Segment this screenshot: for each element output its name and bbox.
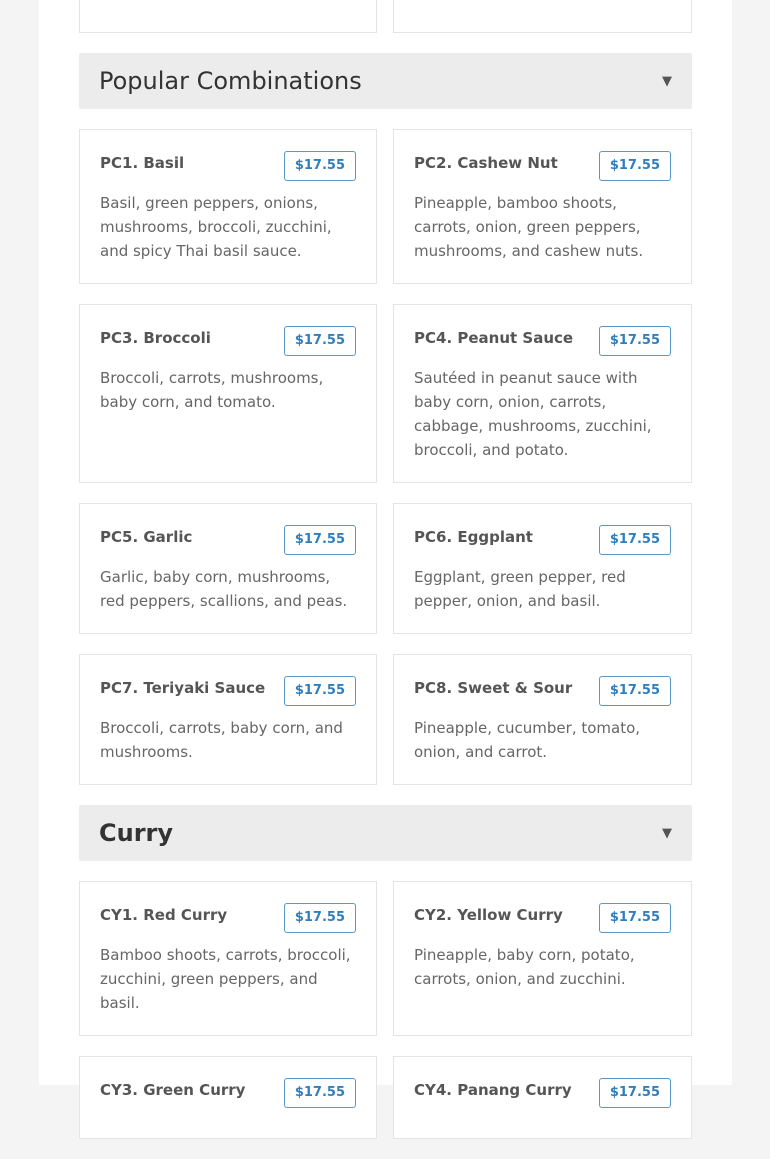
item-name: CY4. Panang Curry (414, 1081, 572, 1099)
item-description: Eggplant, green pepper, red pepper, onion, and basil. (414, 568, 626, 610)
item-name: CY1. Red Curry (100, 906, 228, 924)
menu-item-card[interactable] (393, 881, 692, 1036)
price-button[interactable]: $17.55 (599, 151, 671, 181)
item-description: Sautéed in peanut sauce with baby corn, onion, carrots, cabbage, mushrooms, zucchini, broccoli, and potato. (414, 369, 652, 459)
item-name: CY3. Green Curry (100, 1081, 246, 1099)
section-title: Popular Combinations (99, 67, 362, 95)
item-name: PC6. Eggplant (414, 528, 533, 546)
price-button[interactable]: $17.55 (284, 676, 356, 706)
price-button[interactable]: $17.55 (599, 525, 671, 555)
menu-item-card[interactable] (79, 304, 377, 483)
chevron-down-icon: ▼ (662, 825, 672, 841)
menu-item-card[interactable] (393, 129, 692, 284)
item-description: Garlic, baby corn, mushrooms, red peppers, scallions, and peas. (100, 568, 348, 610)
item-name: CY2. Yellow Curry (414, 906, 563, 924)
section-items-grid (79, 881, 692, 1139)
item-name: PC2. Cashew Nut (414, 154, 558, 172)
menu-item-card[interactable] (393, 0, 692, 33)
item-description: Broccoli, carrots, mushrooms, baby corn, and tomato. (100, 369, 324, 411)
item-name: PC3. Broccoli (100, 329, 211, 347)
item-description: Pineapple, cucumber, tomato, onion, and carrot. (414, 719, 641, 761)
item-description: Pineapple, baby corn, potato, carrots, onion, and zucchini. (414, 946, 635, 988)
price-button[interactable]: $17.55 (284, 1078, 356, 1108)
item-name: PC8. Sweet & Sour (414, 679, 573, 697)
price-button[interactable]: $17.55 (599, 676, 671, 706)
price-button[interactable]: $17.55 (284, 903, 356, 933)
item-description: Broccoli, carrots, baby corn, and mushrooms. (100, 719, 343, 761)
section-header-curry[interactable] (79, 805, 692, 861)
price-button[interactable]: $17.55 (284, 525, 356, 555)
menu-item-card[interactable] (393, 654, 692, 785)
section-title: Curry (99, 819, 174, 847)
menu-item-card[interactable] (393, 503, 692, 634)
menu-content (79, 0, 692, 1159)
previous-section-grid (79, 0, 692, 33)
item-description: Bamboo shoots, carrots, broccoli, zucchini, green peppers, and basil. (100, 946, 351, 1012)
menu-item-card[interactable] (79, 0, 377, 33)
price-button[interactable]: $17.55 (284, 326, 356, 356)
menu-page (39, 0, 732, 1100)
section-header-popular-combinations[interactable] (79, 53, 692, 109)
menu-item-card[interactable] (79, 1056, 377, 1139)
menu-item-card[interactable] (393, 1056, 692, 1139)
menu-item-card[interactable] (79, 129, 377, 284)
menu-item-card[interactable] (393, 304, 692, 483)
item-name: PC5. Garlic (100, 528, 193, 546)
price-button[interactable]: $17.55 (284, 151, 356, 181)
item-name: PC7. Teriyaki Sauce (100, 679, 266, 697)
price-button[interactable]: $17.55 (599, 903, 671, 933)
menu-item-card[interactable] (79, 654, 377, 785)
item-description: Basil, green peppers, onions, mushrooms, broccoli, zucchini, and spicy Thai basil sauce. (100, 194, 332, 260)
price-button[interactable]: $17.55 (599, 1078, 671, 1108)
item-name: PC1. Basil (100, 154, 185, 172)
menu-item-card[interactable] (79, 881, 377, 1036)
chevron-down-icon: ▼ (662, 73, 672, 89)
item-name: PC4. Peanut Sauce (414, 329, 574, 347)
menu-item-card[interactable] (79, 503, 377, 634)
price-button[interactable]: $17.55 (599, 326, 671, 356)
item-description: Pineapple, bamboo shoots, carrots, onion, green peppers, mushrooms, and cashew nuts. (414, 194, 644, 260)
section-items-grid (79, 129, 692, 785)
